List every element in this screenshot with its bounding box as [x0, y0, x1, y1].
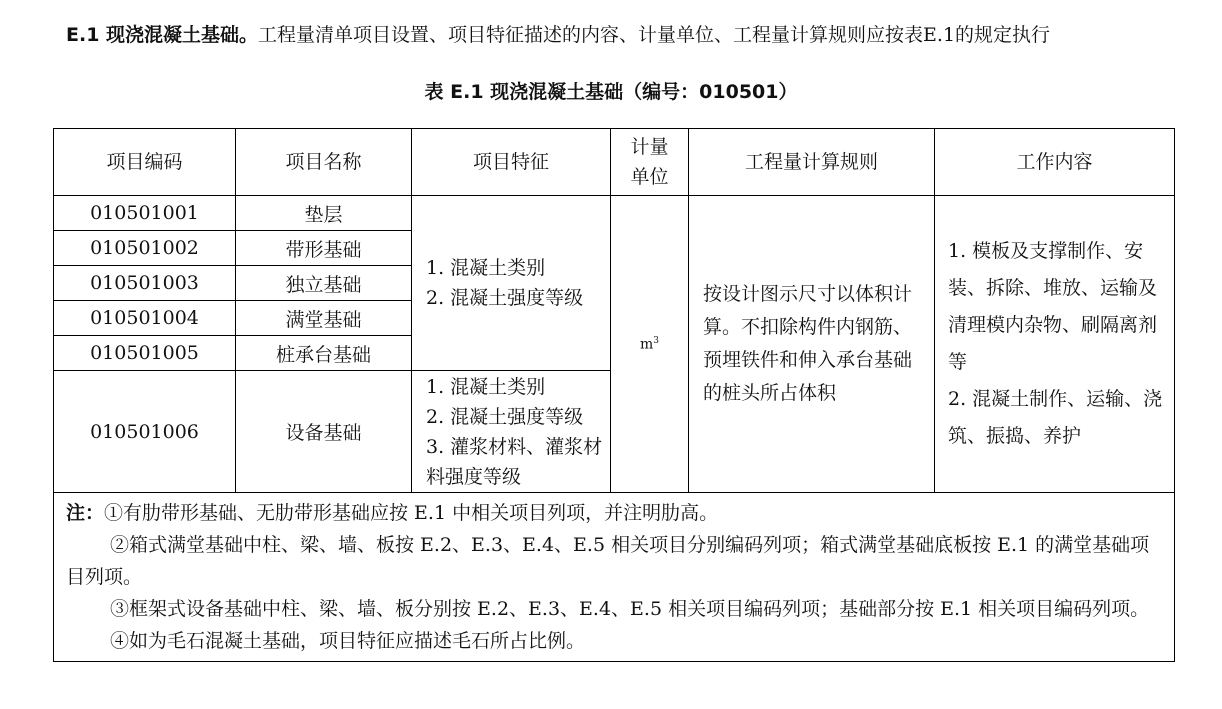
header-feature: 项目特征	[412, 129, 611, 196]
notes-label: 注：	[66, 502, 105, 524]
unit-cell	[611, 196, 689, 493]
note-4: ④如为毛石混凝土基础，项目特征应描述毛石所占比例。	[110, 630, 586, 652]
note-3: ③框架式设备基础中柱、梁、墙、板分别按 E.2、E.3、E.4、E.5 相关项目编码列项；基础部分按 E.1 相关项目编码列项。	[110, 598, 1150, 620]
work-line: 2. 混凝土制作、运输、浇筑、振捣、养护	[948, 388, 1163, 447]
item-name: 独立基础	[236, 266, 412, 301]
work-cell	[935, 196, 1175, 493]
item-name: 垫层	[236, 196, 412, 231]
note-1	[66, 497, 1164, 529]
item-code: 010501006	[54, 371, 236, 493]
header-work: 工作内容	[935, 129, 1175, 196]
notes-cell	[54, 493, 1175, 662]
table-row	[54, 196, 1175, 231]
header-name: 项目名称	[236, 129, 412, 196]
concrete-foundation-table	[53, 128, 1175, 662]
item-name: 桩承台基础	[236, 336, 412, 371]
item-code: 010501004	[54, 301, 236, 336]
item-name: 满堂基础	[236, 301, 412, 336]
feature-line: 1. 混凝土类别	[426, 257, 546, 279]
header-code: 项目编码	[54, 129, 236, 196]
notes-row	[54, 493, 1175, 662]
unit-exponent: 3	[653, 335, 659, 346]
feature-cell-group1	[412, 196, 611, 371]
note-2: ②箱式满堂基础中柱、梁、墙、板按 E.2、E.3、E.4、E.5 相关项目分别编码列项；箱式满堂基础底板按 E.1 的满堂基础项目列项。	[66, 534, 1150, 588]
item-name: 设备基础	[236, 371, 412, 493]
feature-cell-group2	[412, 371, 611, 493]
item-code: 010501003	[54, 266, 236, 301]
intro-heading: E.1 现浇混凝土基础。	[66, 24, 259, 46]
item-code: 010501005	[54, 336, 236, 371]
header-unit	[611, 129, 689, 196]
work-line: 1. 模板及支撑制作、安装、拆除、堆放、运输及清理模内杂物、刷隔离剂等	[948, 240, 1158, 373]
item-code: 010501001	[54, 196, 236, 231]
note-1-text: ①有肋带形基础、无肋带形基础应按 E.1 中相关项目列项，并注明肋高。	[104, 502, 719, 524]
rule-cell: 按设计图示尺寸以体积计算。不扣除构件内钢筋、预埋铁件和伸入承台基础的桩头所占体积	[689, 196, 935, 493]
header-unit-label: 计量单位	[630, 136, 669, 188]
feature-line: 2. 混凝土强度等级	[426, 287, 584, 309]
table-caption: 表 E.1 现浇混凝土基础（编号：010501）	[424, 81, 798, 103]
feature-line: 2. 混凝土强度等级	[426, 405, 584, 428]
header-rule: 工程量计算规则	[689, 129, 935, 196]
item-name: 带形基础	[236, 231, 412, 266]
item-code: 010501002	[54, 231, 236, 266]
feature-line: 3. 灌浆材料、灌浆材料强度等级	[426, 435, 603, 488]
table-header-row	[54, 129, 1175, 196]
feature-line: 1. 混凝土类别	[426, 375, 546, 398]
intro-text: 工程量清单项目设置、项目特征描述的内容、计量单位、工程量计算规则应按表E.1的规定执行	[258, 24, 1051, 46]
unit-base: m	[639, 336, 654, 353]
intro-paragraph	[66, 22, 1050, 48]
